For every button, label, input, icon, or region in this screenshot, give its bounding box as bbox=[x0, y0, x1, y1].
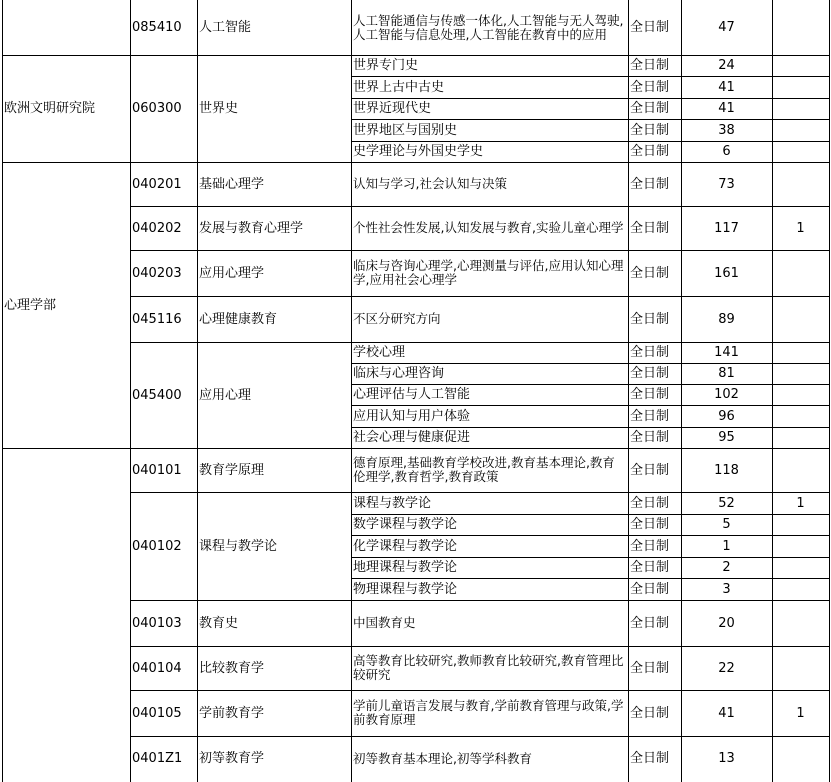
extra-quota-cell bbox=[774, 98, 827, 119]
enrollment-quota: 73 bbox=[718, 176, 735, 192]
program-name-cell bbox=[199, 736, 349, 781]
program-code: 0401Z1 bbox=[132, 751, 183, 766]
research-direction: 数学课程与教学论 bbox=[353, 517, 458, 532]
study-mode-cell bbox=[630, 206, 679, 250]
enrollment-quota-cell bbox=[683, 342, 770, 363]
program-code: 040202 bbox=[132, 220, 182, 236]
extra-quota-cell bbox=[774, 492, 827, 514]
enrollment-quota-cell bbox=[683, 296, 770, 342]
research-direction: 学前儿童语言发展与教育,学前教育管理与政策,学前教育原理 bbox=[353, 698, 624, 727]
study-mode-cell bbox=[630, 557, 679, 578]
enrollment-quota-cell bbox=[683, 141, 770, 162]
extra-quota-cell bbox=[774, 600, 827, 646]
program-code: 085410 bbox=[132, 20, 182, 35]
program-name: 世界史 bbox=[199, 101, 239, 116]
enrollment-quota: 3 bbox=[722, 581, 731, 597]
research-direction-cell bbox=[353, 646, 626, 690]
program-name-cell bbox=[199, 206, 349, 250]
enrollment-quota-cell bbox=[683, 492, 770, 514]
extra-quota-cell bbox=[774, 578, 827, 600]
research-direction-cell bbox=[353, 557, 626, 578]
extra-quota-cell bbox=[774, 0, 827, 55]
extra-quota: 1 bbox=[796, 220, 805, 236]
program-name: 初等教育学 bbox=[199, 751, 265, 766]
extra-quota-cell bbox=[774, 250, 827, 296]
grid-line-v bbox=[2, 0, 3, 782]
enrollment-quota-cell bbox=[683, 578, 770, 600]
enrollment-quota-cell bbox=[683, 250, 770, 296]
enrollment-quota-cell bbox=[683, 736, 770, 781]
research-direction-cell bbox=[353, 76, 626, 98]
program-name-cell bbox=[199, 296, 349, 342]
enrollment-quota: 41 bbox=[718, 705, 735, 721]
program-code: 040104 bbox=[132, 660, 182, 676]
enrollment-quota-cell bbox=[683, 514, 770, 535]
extra-quota-cell bbox=[774, 736, 827, 781]
study-mode: 全日制 bbox=[630, 560, 670, 575]
research-direction: 物理课程与教学论 bbox=[353, 581, 458, 597]
program-code-cell bbox=[132, 690, 195, 736]
enrollment-quota: 5 bbox=[722, 517, 731, 532]
enrollment-quota: 41 bbox=[718, 101, 735, 116]
program-code-cell bbox=[132, 296, 195, 342]
study-mode-cell bbox=[630, 162, 679, 206]
research-direction-cell bbox=[353, 296, 626, 342]
program-code-cell bbox=[132, 55, 195, 162]
study-mode: 全日制 bbox=[630, 58, 670, 73]
enrollment-quota-cell bbox=[683, 690, 770, 736]
study-mode: 全日制 bbox=[630, 265, 670, 281]
program-code: 040201 bbox=[132, 176, 182, 192]
enrollment-quota: 47 bbox=[718, 20, 735, 35]
research-direction: 高等教育比较研究,教师教育比较研究,教育管理比较研究 bbox=[353, 653, 624, 682]
research-direction-cell bbox=[353, 250, 626, 296]
program-name-cell bbox=[199, 646, 349, 690]
program-code-cell bbox=[132, 206, 195, 250]
grid-line-v bbox=[628, 0, 629, 782]
study-mode-cell bbox=[630, 119, 679, 141]
research-direction: 化学课程与教学论 bbox=[353, 538, 458, 554]
program-name-cell bbox=[199, 0, 349, 55]
study-mode-cell bbox=[630, 250, 679, 296]
study-mode: 全日制 bbox=[630, 408, 670, 424]
research-direction: 学校心理 bbox=[353, 345, 406, 360]
research-direction: 史学理论与外国史学史 bbox=[353, 144, 484, 159]
program-code: 045116 bbox=[132, 311, 182, 327]
extra-quota-cell bbox=[774, 55, 827, 76]
grid-line-v bbox=[197, 0, 198, 782]
enrollment-quota: 117 bbox=[714, 220, 739, 236]
extra-quota-cell bbox=[774, 384, 827, 405]
program-code: 040103 bbox=[132, 615, 182, 631]
research-direction-cell bbox=[353, 98, 626, 119]
department-name-cell bbox=[4, 0, 128, 55]
study-mode-cell bbox=[630, 690, 679, 736]
enrollment-quota: 1 bbox=[722, 538, 731, 554]
study-mode-cell bbox=[630, 535, 679, 557]
program-name: 应用心理学 bbox=[199, 265, 265, 281]
research-direction: 世界专门史 bbox=[353, 58, 419, 73]
study-mode: 全日制 bbox=[630, 311, 670, 327]
extra-quota-cell bbox=[774, 206, 827, 250]
program-name: 教育史 bbox=[199, 615, 239, 631]
extra-quota-cell bbox=[774, 427, 827, 448]
extra-quota-cell bbox=[774, 514, 827, 535]
research-direction: 临床与心理咨询 bbox=[353, 366, 445, 381]
research-direction: 德育原理,基础教育学校改进,教育基本理论,教育伦理学,教育哲学,教育政策 bbox=[353, 455, 615, 484]
study-mode-cell bbox=[630, 405, 679, 427]
extra-quota-cell bbox=[774, 162, 827, 206]
study-mode: 全日制 bbox=[630, 581, 670, 597]
research-direction: 世界地区与国别史 bbox=[353, 122, 458, 138]
study-mode-cell bbox=[630, 384, 679, 405]
enrollment-quota: 102 bbox=[714, 387, 739, 402]
extra-quota-cell bbox=[774, 557, 827, 578]
program-code-cell bbox=[132, 342, 195, 448]
program-code: 040105 bbox=[132, 705, 182, 721]
enrollment-quota-cell bbox=[683, 405, 770, 427]
research-direction-cell bbox=[353, 162, 626, 206]
program-code: 045400 bbox=[132, 387, 182, 403]
extra-quota-cell bbox=[774, 363, 827, 384]
program-name: 学前教育学 bbox=[199, 705, 265, 721]
program-code-cell bbox=[132, 448, 195, 492]
research-direction-cell bbox=[353, 535, 626, 557]
grid-line-v bbox=[829, 0, 830, 782]
program-code-cell bbox=[132, 600, 195, 646]
program-name: 应用心理 bbox=[199, 387, 252, 403]
program-name: 心理健康教育 bbox=[199, 311, 278, 327]
department-name: 欧洲文明研究院 bbox=[4, 101, 96, 116]
research-direction-cell bbox=[353, 55, 626, 76]
research-direction-cell bbox=[353, 0, 626, 55]
enrollment-quota-cell bbox=[683, 448, 770, 492]
study-mode-cell bbox=[630, 296, 679, 342]
program-code-cell bbox=[132, 736, 195, 781]
enrollment-quota: 22 bbox=[718, 660, 735, 676]
study-mode-cell bbox=[630, 55, 679, 76]
study-mode: 全日制 bbox=[630, 462, 670, 478]
research-direction-cell bbox=[353, 578, 626, 600]
research-direction: 个性社会性发展,认知发展与教育,实验儿童心理学 bbox=[353, 220, 624, 235]
study-mode: 全日制 bbox=[630, 517, 670, 532]
extra-quota-cell bbox=[774, 535, 827, 557]
study-mode: 全日制 bbox=[630, 345, 670, 360]
program-name-cell bbox=[199, 448, 349, 492]
research-direction-cell bbox=[353, 736, 626, 781]
extra-quota-cell bbox=[774, 405, 827, 427]
study-mode-cell bbox=[630, 427, 679, 448]
research-direction-cell bbox=[353, 363, 626, 384]
study-mode-cell bbox=[630, 448, 679, 492]
study-mode: 全日制 bbox=[630, 20, 670, 35]
research-direction-cell bbox=[353, 427, 626, 448]
extra-quota-cell bbox=[774, 76, 827, 98]
grid-line-v bbox=[772, 0, 773, 782]
research-direction-cell bbox=[353, 141, 626, 162]
study-mode-cell bbox=[630, 492, 679, 514]
study-mode: 全日制 bbox=[630, 495, 670, 511]
study-mode: 全日制 bbox=[630, 538, 670, 554]
department-name: 心理学部 bbox=[4, 297, 57, 313]
study-mode: 全日制 bbox=[630, 366, 670, 381]
study-mode-cell bbox=[630, 0, 679, 55]
program-name: 人工智能 bbox=[199, 20, 252, 35]
research-direction: 心理评估与人工智能 bbox=[353, 387, 471, 402]
study-mode-cell bbox=[630, 514, 679, 535]
enrollment-quota-cell bbox=[683, 363, 770, 384]
extra-quota-cell bbox=[774, 690, 827, 736]
research-direction-cell bbox=[353, 492, 626, 514]
program-code: 040203 bbox=[132, 265, 182, 281]
program-name-cell bbox=[199, 55, 349, 162]
enrollment-quota: 96 bbox=[718, 408, 735, 424]
program-code: 040102 bbox=[132, 538, 182, 554]
program-code-cell bbox=[132, 492, 195, 600]
study-mode-cell bbox=[630, 98, 679, 119]
study-mode: 全日制 bbox=[630, 615, 670, 631]
program-code-cell bbox=[132, 162, 195, 206]
enrollment-quota-cell bbox=[683, 427, 770, 448]
research-direction-cell bbox=[353, 690, 626, 736]
program-name: 比较教育学 bbox=[199, 660, 265, 676]
study-mode-cell bbox=[630, 76, 679, 98]
department-name-cell bbox=[4, 55, 128, 162]
extra-quota-cell bbox=[774, 342, 827, 363]
research-direction: 应用认知与用户体验 bbox=[353, 408, 471, 424]
research-direction-cell bbox=[353, 514, 626, 535]
research-direction-cell bbox=[353, 448, 626, 492]
enrollment-quota-cell bbox=[683, 646, 770, 690]
research-direction: 课程与教学论 bbox=[353, 495, 432, 511]
enrollment-quota: 52 bbox=[718, 495, 735, 511]
study-mode: 全日制 bbox=[630, 144, 670, 159]
enrollment-quota-cell bbox=[683, 55, 770, 76]
enrollment-quota-cell bbox=[683, 206, 770, 250]
enrollment-quota-cell bbox=[683, 0, 770, 55]
enrollment-quota: 24 bbox=[718, 58, 735, 73]
program-code: 060300 bbox=[132, 101, 182, 116]
research-direction: 世界近现代史 bbox=[353, 101, 432, 116]
program-code: 040101 bbox=[132, 462, 182, 478]
enrollment-quota: 13 bbox=[718, 751, 735, 766]
research-direction: 中国教育史 bbox=[353, 615, 416, 630]
program-name-cell bbox=[199, 600, 349, 646]
research-direction: 不区分研究方向 bbox=[353, 311, 441, 326]
enrollment-quota: 6 bbox=[722, 144, 731, 159]
enrollment-quota-cell bbox=[683, 162, 770, 206]
study-mode: 全日制 bbox=[630, 387, 670, 402]
study-mode-cell bbox=[630, 141, 679, 162]
study-mode: 全日制 bbox=[630, 660, 670, 676]
extra-quota: 1 bbox=[796, 705, 805, 721]
program-name: 发展与教育心理学 bbox=[199, 220, 304, 236]
extra-quota-cell bbox=[774, 448, 827, 492]
enrollment-quota: 141 bbox=[714, 345, 739, 360]
enrollment-quota: 2 bbox=[722, 560, 731, 575]
program-code-cell bbox=[132, 250, 195, 296]
extra-quota-cell bbox=[774, 119, 827, 141]
study-mode: 全日制 bbox=[630, 101, 670, 116]
research-direction-cell bbox=[353, 600, 626, 646]
study-mode: 全日制 bbox=[630, 220, 670, 236]
study-mode: 全日制 bbox=[630, 176, 670, 192]
grid-line-h bbox=[2, 55, 130, 56]
grid-line-v bbox=[351, 0, 352, 782]
extra-quota-cell bbox=[774, 296, 827, 342]
enrollment-quota: 161 bbox=[714, 265, 739, 281]
enrollment-quota-cell bbox=[683, 557, 770, 578]
research-direction: 临床与咨询心理学,心理测量与评估,应用认知心理学,应用社会心理学 bbox=[353, 258, 624, 287]
enrollment-quota: 38 bbox=[718, 122, 735, 138]
research-direction-cell bbox=[353, 342, 626, 363]
extra-quota-cell bbox=[774, 141, 827, 162]
enrollment-quota: 41 bbox=[718, 79, 735, 95]
study-mode: 全日制 bbox=[630, 430, 670, 445]
enrollment-quota-cell bbox=[683, 76, 770, 98]
enrollment-quota: 81 bbox=[718, 366, 735, 381]
enrollment-quota-cell bbox=[683, 384, 770, 405]
grid-line-h bbox=[2, 448, 130, 449]
study-mode: 全日制 bbox=[630, 79, 670, 95]
enrollment-quota: 20 bbox=[718, 615, 735, 631]
study-mode-cell bbox=[630, 342, 679, 363]
department-name-cell bbox=[4, 162, 128, 448]
study-mode-cell bbox=[630, 736, 679, 781]
research-direction: 初等教育基本理论,初等学科教育 bbox=[353, 750, 532, 766]
study-mode: 全日制 bbox=[630, 122, 670, 138]
research-direction-cell bbox=[353, 384, 626, 405]
research-direction: 人工智能通信与传感一体化,人工智能与无人驾驶,人工智能与信息处理,人工智能在教育中的应用 bbox=[353, 12, 624, 42]
grid-line-v bbox=[130, 0, 131, 782]
study-mode: 全日制 bbox=[630, 705, 670, 721]
program-code-cell bbox=[132, 0, 195, 55]
research-direction: 认知与学习,社会认知与决策 bbox=[353, 176, 507, 191]
enrollment-quota-cell bbox=[683, 98, 770, 119]
study-mode-cell bbox=[630, 646, 679, 690]
research-direction: 世界上古中古史 bbox=[353, 79, 445, 95]
enrollment-quota-cell bbox=[683, 535, 770, 557]
program-code-cell bbox=[132, 646, 195, 690]
study-mode-cell bbox=[630, 578, 679, 600]
extra-quota-cell bbox=[774, 646, 827, 690]
extra-quota: 1 bbox=[796, 495, 805, 511]
program-name-cell bbox=[199, 162, 349, 206]
program-name: 课程与教学论 bbox=[199, 538, 278, 554]
grid-line-v bbox=[681, 0, 682, 782]
program-name: 教育学原理 bbox=[199, 462, 265, 478]
enrollment-quota-cell bbox=[683, 119, 770, 141]
enrollment-quota: 118 bbox=[714, 462, 739, 478]
research-direction-cell bbox=[353, 119, 626, 141]
enrollment-quota: 95 bbox=[718, 430, 735, 445]
program-name-cell bbox=[199, 690, 349, 736]
research-direction-cell bbox=[353, 206, 626, 250]
department-name-cell bbox=[4, 448, 128, 782]
study-mode-cell bbox=[630, 600, 679, 646]
enrollment-quota-cell bbox=[683, 600, 770, 646]
program-name-cell bbox=[199, 492, 349, 600]
program-name-cell bbox=[199, 250, 349, 296]
study-mode-cell bbox=[630, 363, 679, 384]
research-direction-cell bbox=[353, 405, 626, 427]
enrollment-quota: 89 bbox=[718, 311, 735, 327]
study-mode: 全日制 bbox=[630, 751, 670, 766]
program-name: 基础心理学 bbox=[199, 176, 265, 192]
program-name-cell bbox=[199, 342, 349, 448]
research-direction: 社会心理与健康促进 bbox=[353, 430, 471, 445]
grid-line-h bbox=[2, 162, 130, 163]
research-direction: 地理课程与教学论 bbox=[353, 560, 458, 575]
